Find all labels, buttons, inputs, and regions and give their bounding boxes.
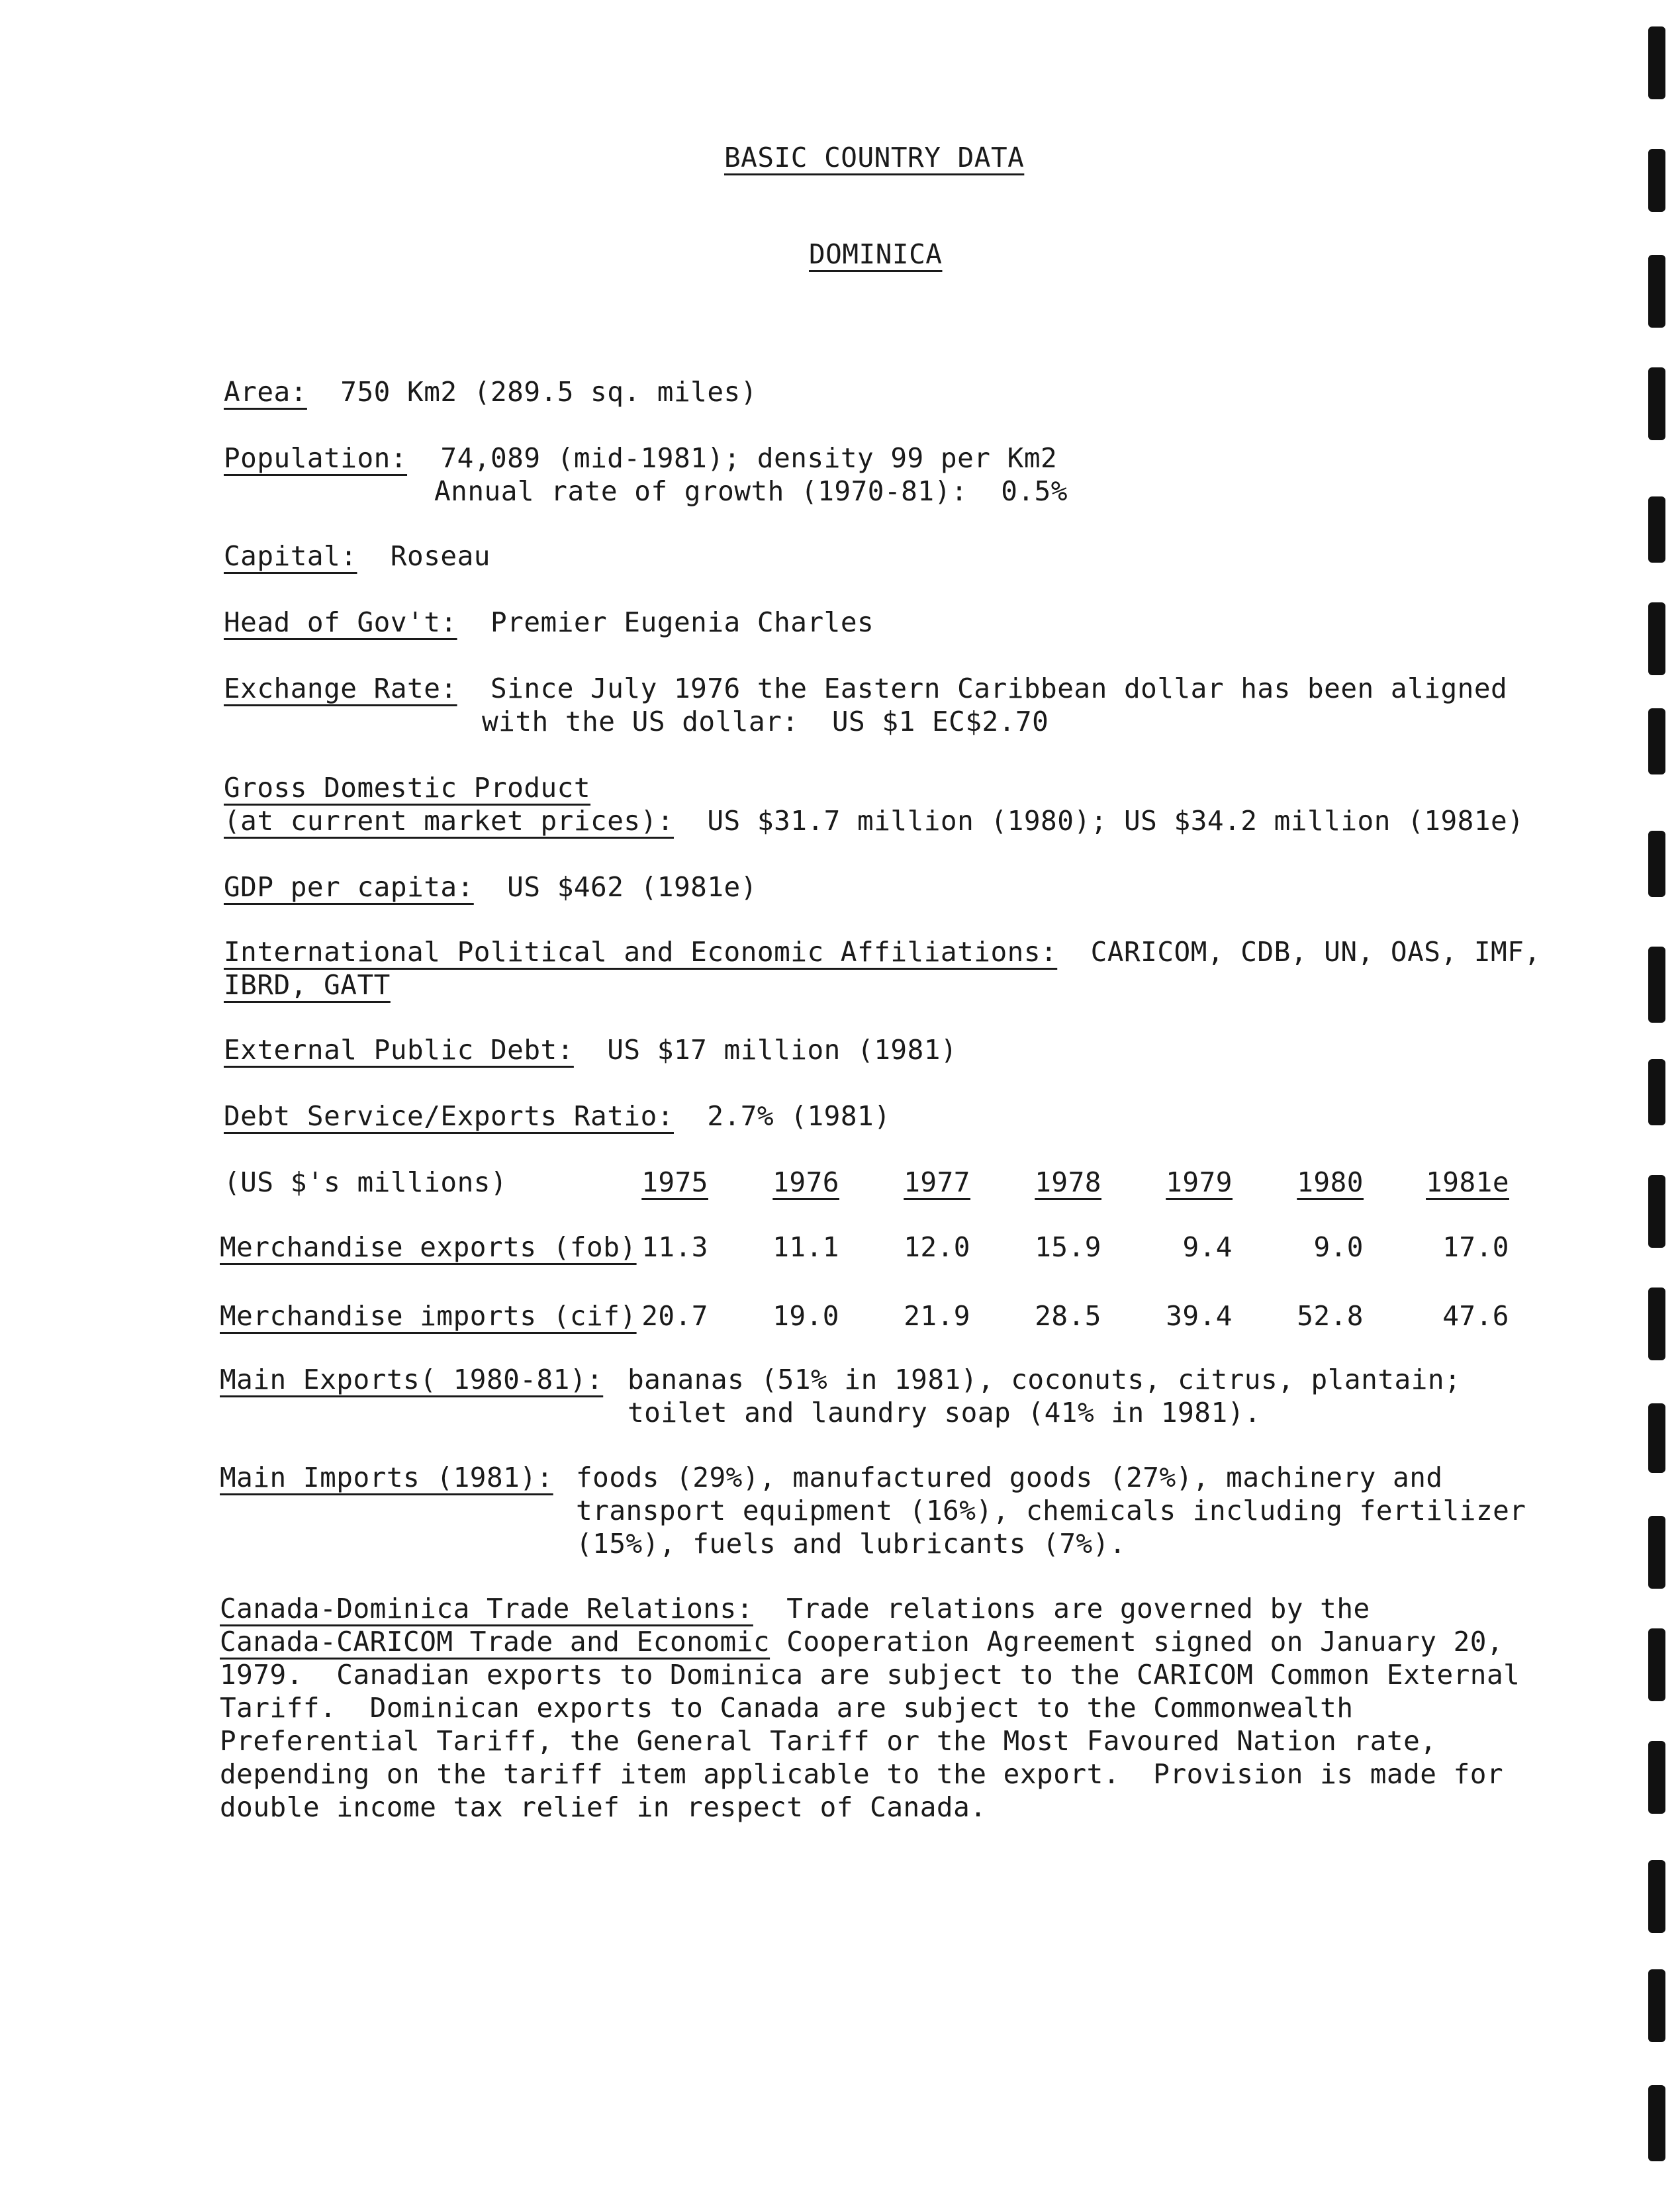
binder-hole bbox=[1648, 1628, 1665, 1701]
capital-row bbox=[224, 539, 490, 573]
population-line2: Annual rate of growth (1970-81): 0.5% bbox=[434, 475, 1068, 507]
external-debt-row bbox=[224, 1033, 957, 1067]
table-cell: 15.9 bbox=[1035, 1231, 1101, 1263]
table-cell: 21.9 bbox=[904, 1300, 970, 1332]
external-debt-label: External Public Debt: bbox=[224, 1034, 574, 1066]
main-imports-line3: (15%), fuels and lubricants (7%). bbox=[576, 1528, 1127, 1560]
trade-relations-line7: double income tax relief in respect of Canada. bbox=[220, 1791, 987, 1823]
trade-relations-line6: depending on the tariff item applicable to the export. Provision is made for bbox=[220, 1758, 1504, 1790]
exchange-rate-line1: Since July 1976 the Eastern Caribbean dollar has been aligned bbox=[490, 673, 1508, 704]
binder-hole bbox=[1648, 1288, 1665, 1360]
binder-hole bbox=[1648, 149, 1665, 212]
binder-hole bbox=[1648, 1969, 1665, 2042]
binder-hole bbox=[1648, 496, 1665, 563]
country-name: DOMINICA bbox=[809, 238, 943, 270]
binder-hole bbox=[1648, 947, 1665, 1023]
population-row bbox=[224, 441, 1057, 475]
population-label: Population: bbox=[224, 442, 408, 474]
exports-row-label: Merchandise exports (fob) bbox=[220, 1231, 637, 1263]
head-of-govt-label: Head of Gov't: bbox=[224, 606, 457, 638]
main-exports-line2: toilet and laundry soap (41% in 1981). bbox=[628, 1397, 1261, 1428]
exchange-rate-line2: with the US dollar: US $1 EC$2.70 bbox=[482, 706, 1049, 737]
binder-hole bbox=[1648, 831, 1665, 897]
imports-row-label: Merchandise imports (cif) bbox=[220, 1300, 637, 1332]
main-exports-label: Main Exports( 1980-81): bbox=[220, 1364, 604, 1395]
debt-service-value: 2.7% (1981) bbox=[707, 1100, 891, 1132]
debt-service-label: Debt Service/Exports Ratio: bbox=[224, 1100, 674, 1132]
gdp-label-line2: (at current market prices): bbox=[224, 805, 674, 837]
debt-service-row bbox=[224, 1099, 890, 1133]
agreement-name: Canada-CARICOM Trade and Economic bbox=[220, 1626, 770, 1658]
binder-hole bbox=[1648, 602, 1665, 675]
table-cell: 19.0 bbox=[772, 1300, 839, 1332]
year-header: 1975 bbox=[641, 1166, 708, 1198]
trade-relations-line2 bbox=[220, 1624, 1503, 1659]
capital-value: Roseau bbox=[390, 540, 490, 572]
gdp-per-capita-label: GDP per capita: bbox=[224, 871, 474, 903]
table-cell: 39.4 bbox=[1166, 1300, 1233, 1332]
table-cell: 9.0 bbox=[1313, 1231, 1364, 1263]
binder-hole bbox=[1648, 1741, 1665, 1814]
area-row bbox=[224, 375, 757, 409]
head-of-govt-row bbox=[224, 605, 874, 639]
binder-hole bbox=[1648, 1403, 1665, 1473]
main-imports-line2: transport equipment (16%), chemicals including fertilizer bbox=[576, 1495, 1526, 1526]
trade-relations-line4: Tariff. Dominican exports to Canada are subject to the Commonwealth bbox=[220, 1692, 1354, 1724]
main-imports-label: Main Imports (1981): bbox=[220, 1462, 553, 1493]
table-cell: 11.3 bbox=[641, 1231, 708, 1263]
year-header: 1979 bbox=[1166, 1166, 1233, 1198]
binder-hole bbox=[1648, 1059, 1665, 1125]
table-cell: 52.8 bbox=[1297, 1300, 1364, 1332]
trade-relations-line3: 1979. Canadian exports to Dominica are subject to the CARICOM Common External bbox=[220, 1659, 1520, 1691]
binder-hole bbox=[1648, 255, 1665, 328]
affiliations-row bbox=[224, 935, 1541, 969]
table-cell: 12.0 bbox=[904, 1231, 970, 1263]
affiliations-value-line2: IBRD, GATT bbox=[224, 969, 391, 1001]
gdp-label-line1: Gross Domestic Product bbox=[224, 772, 591, 804]
external-debt-value: US $17 million (1981) bbox=[607, 1034, 958, 1066]
year-header: 1980 bbox=[1297, 1166, 1364, 1198]
main-exports-line1: bananas (51% in 1981), coconuts, citrus, plantain; bbox=[628, 1364, 1462, 1395]
gdp-per-capita-value: US $462 (1981e) bbox=[507, 871, 757, 903]
year-header: 1981e bbox=[1426, 1166, 1509, 1198]
table-cell: 9.4 bbox=[1182, 1231, 1233, 1263]
document-title: BASIC COUNTRY DATA bbox=[724, 142, 1025, 173]
trade-relations-text: Cooperation Agreement signed on January 20, bbox=[770, 1626, 1504, 1658]
binder-hole bbox=[1648, 2085, 1665, 2161]
trade-relations-text: Trade relations are governed by the bbox=[786, 1593, 1370, 1624]
binder-hole bbox=[1648, 367, 1665, 440]
binder-hole bbox=[1648, 26, 1665, 99]
affiliations-label: International Political and Economic Affiliations: bbox=[224, 936, 1058, 968]
table-cell: 20.7 bbox=[641, 1300, 708, 1332]
trade-relations-line1 bbox=[220, 1591, 1370, 1626]
table-unit-label: (US $'s millions) bbox=[224, 1166, 508, 1198]
year-header: 1976 bbox=[772, 1166, 839, 1198]
head-of-govt-value: Premier Eugenia Charles bbox=[490, 606, 874, 638]
affiliations-value-line1: CARICOM, CDB, UN, OAS, IMF, bbox=[1090, 936, 1541, 968]
gdp-row bbox=[224, 804, 1524, 838]
gdp-per-capita-row bbox=[224, 870, 757, 904]
binder-hole bbox=[1648, 1516, 1665, 1589]
area-label: Area: bbox=[224, 376, 307, 408]
year-header: 1978 bbox=[1035, 1166, 1101, 1198]
population-line1: 74,089 (mid-1981); density 99 per Km2 bbox=[440, 442, 1058, 474]
capital-label: Capital: bbox=[224, 540, 357, 572]
gdp-value: US $31.7 million (1980); US $34.2 million (1981e) bbox=[707, 805, 1524, 837]
main-imports-line1: foods (29%), manufactured goods (27%), machinery and bbox=[576, 1462, 1443, 1493]
trade-relations-label: Canada-Dominica Trade Relations: bbox=[220, 1593, 753, 1624]
table-cell: 28.5 bbox=[1035, 1300, 1101, 1332]
table-cell: 11.1 bbox=[772, 1231, 839, 1263]
table-cell: 17.0 bbox=[1442, 1231, 1509, 1263]
area-value: 750 Km2 (289.5 sq. miles) bbox=[340, 376, 757, 408]
exchange-rate-label: Exchange Rate: bbox=[224, 673, 457, 704]
year-header: 1977 bbox=[904, 1166, 970, 1198]
exchange-rate-row bbox=[224, 671, 1507, 706]
binder-hole bbox=[1648, 708, 1665, 774]
binder-hole bbox=[1648, 1860, 1665, 1933]
binder-hole bbox=[1648, 1175, 1665, 1248]
trade-relations-line5: Preferential Tariff, the General Tariff or the Most Favoured Nation rate, bbox=[220, 1725, 1437, 1757]
table-cell: 47.6 bbox=[1442, 1300, 1509, 1332]
